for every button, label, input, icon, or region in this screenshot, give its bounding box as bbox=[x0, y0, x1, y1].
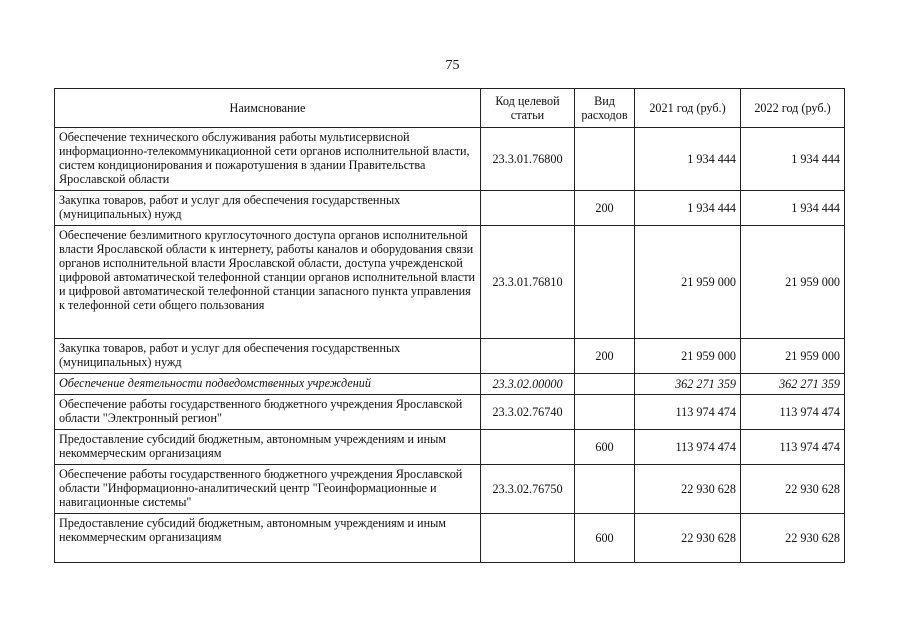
row-amount-2021: 21 959 000 bbox=[635, 339, 741, 374]
row-amount-2022: 113 974 474 bbox=[741, 395, 845, 430]
table-row bbox=[55, 226, 845, 339]
row-amount-2021: 22 930 628 bbox=[635, 514, 741, 563]
row-amount-2022: 22 930 628 bbox=[741, 465, 845, 514]
table-row bbox=[55, 191, 845, 226]
row-code: 23.3.02.76740 bbox=[481, 395, 575, 430]
row-code: 23.3.02.00000 bbox=[481, 374, 575, 395]
row-name: Закупка товаров, работ и услуг для обеспечения государственных (муниципальных) нужд bbox=[55, 191, 481, 226]
row-amount-2022: 362 271 359 bbox=[741, 374, 845, 395]
row-amount-2021: 362 271 359 bbox=[635, 374, 741, 395]
table-row bbox=[55, 465, 845, 514]
row-amount-2022: 21 959 000 bbox=[741, 226, 845, 339]
page-number: 75 bbox=[445, 58, 460, 73]
header-code: Код целевой статьи bbox=[481, 89, 575, 128]
budget-table bbox=[54, 88, 845, 563]
row-name: Обеспечение деятельности подведомственных учреждений bbox=[55, 374, 481, 395]
row-name: Обеспечение безлимитного круглосуточного доступа органов исполнительной власти Ярославской области к интернету, работы каналов и оборудования связи органов исполнительной власти Ярославской области, доступа учрежденской цифровой автоматической телефонной станции органов исполнительной власти и цифровой автоматической телефонной станции запасного пункта управления к телефонной сети общего пользования bbox=[55, 226, 481, 339]
row-kind: 600 bbox=[575, 430, 635, 465]
row-kind: 600 bbox=[575, 514, 635, 563]
header-2021: 2021 год (руб.) bbox=[635, 89, 741, 128]
row-amount-2021: 113 974 474 bbox=[635, 395, 741, 430]
row-code bbox=[481, 514, 575, 563]
table-row bbox=[55, 514, 845, 563]
row-name: Закупка товаров, работ и услуг для обеспечения государственных (муниципальных) нужд bbox=[55, 339, 481, 374]
row-amount-2022: 1 934 444 bbox=[741, 191, 845, 226]
row-name: Обеспечение работы государственного бюджетного учреждения Ярославской области "Электронный регион" bbox=[55, 395, 481, 430]
row-kind bbox=[575, 374, 635, 395]
row-name: Обеспечение работы государственного бюджетного учреждения Ярославской области "Информационно-аналитический центр "Геоинформационные и навигационные системы" bbox=[55, 465, 481, 514]
row-code bbox=[481, 191, 575, 226]
row-kind bbox=[575, 465, 635, 514]
row-kind: 200 bbox=[575, 191, 635, 226]
row-name: Предоставление субсидий бюджетным, автономным учреждениям и иным некоммерческим организациям bbox=[55, 514, 481, 563]
row-amount-2021: 1 934 444 bbox=[635, 191, 741, 226]
row-amount-2021: 1 934 444 bbox=[635, 128, 741, 191]
row-amount-2022: 113 974 474 bbox=[741, 430, 845, 465]
row-code bbox=[481, 430, 575, 465]
row-amount-2021: 22 930 628 bbox=[635, 465, 741, 514]
row-kind bbox=[575, 395, 635, 430]
table-header-row bbox=[55, 89, 845, 128]
header-name: Наимснование bbox=[55, 89, 481, 128]
header-kind: Вид расходов bbox=[575, 89, 635, 128]
table-row bbox=[55, 374, 845, 395]
table-row bbox=[55, 430, 845, 465]
row-amount-2021: 113 974 474 bbox=[635, 430, 741, 465]
row-amount-2021: 21 959 000 bbox=[635, 226, 741, 339]
row-kind bbox=[575, 128, 635, 191]
row-kind: 200 bbox=[575, 339, 635, 374]
row-amount-2022: 21 959 000 bbox=[741, 339, 845, 374]
header-2022: 2022 год (руб.) bbox=[741, 89, 845, 128]
row-amount-2022: 1 934 444 bbox=[741, 128, 845, 191]
table-row bbox=[55, 339, 845, 374]
table-row bbox=[55, 128, 845, 191]
row-amount-2022: 22 930 628 bbox=[741, 514, 845, 563]
row-code bbox=[481, 339, 575, 374]
row-name: Предоставление субсидий бюджетным, автономным учреждениям и иным некоммерческим организациям bbox=[55, 430, 481, 465]
row-code: 23.3.01.76810 bbox=[481, 226, 575, 339]
table-row bbox=[55, 395, 845, 430]
row-code: 23.3.02.76750 bbox=[481, 465, 575, 514]
row-code: 23.3.01.76800 bbox=[481, 128, 575, 191]
row-name: Обеспечение технического обслуживания работы мультисервисной информационно-телекоммуникационной сети органов исполнительной власти, систем кондиционирования и пожаротушения в здании Правительства Ярославской области bbox=[55, 128, 481, 191]
row-kind bbox=[575, 226, 635, 339]
